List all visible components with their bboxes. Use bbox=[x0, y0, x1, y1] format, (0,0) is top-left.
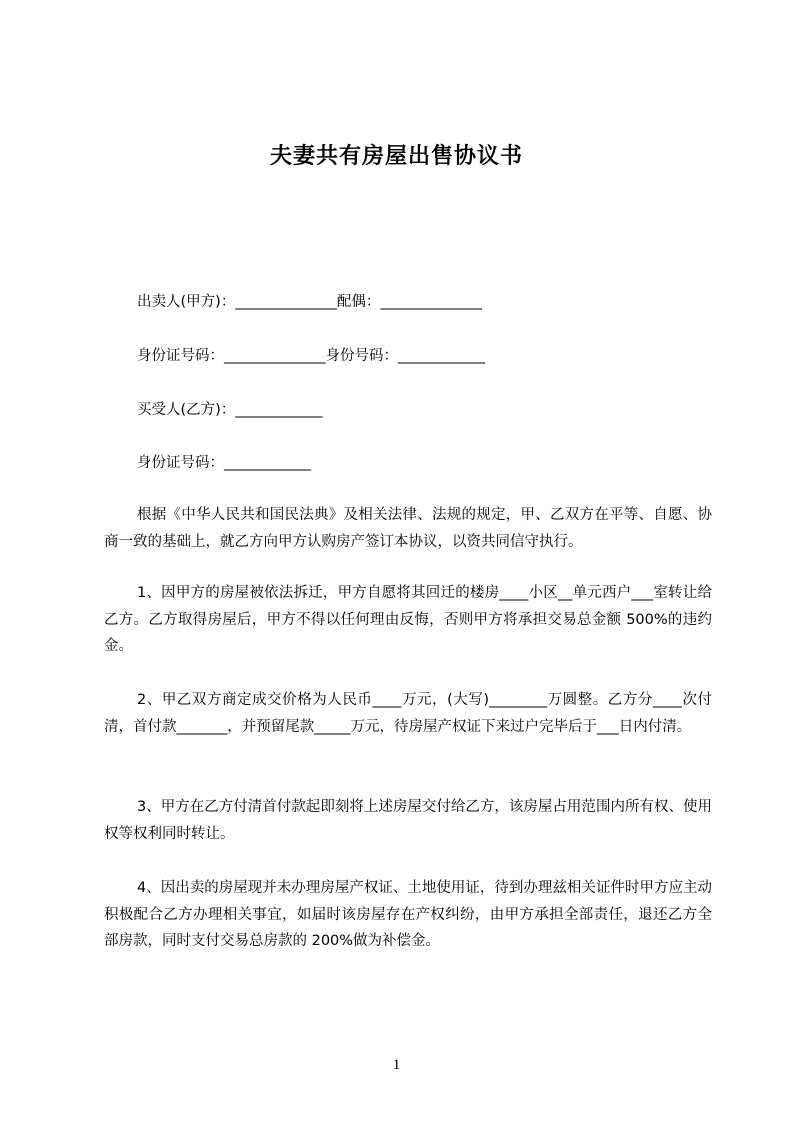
document-title: 夫妻共有房屋出售协议书 bbox=[269, 144, 523, 169]
clause-1-paragraph: 1、因甲方的房屋被依法拆迁，甲方自愿将其回迁的楼房____小区__单元西户___室转让给乙方。乙方取得房屋后，甲方不得以任何理由反悔，否则甲方将承担交易总金额 500%的违约金。 bbox=[104, 585, 712, 654]
intro-paragraph: 根据《中华人民共和国民法典》及相关法律、法规的规定，甲、乙双方在平等、自愿、协商一致的基础上，就乙方向甲方认购房产签订本协议，以资共同信守执行。 bbox=[104, 507, 712, 550]
buyer-field: 买受人(乙方)：____________ bbox=[137, 402, 323, 418]
clause-3-paragraph: 3、甲方在乙方付清首付款起即刻将上述房屋交付给乙方，该房屋占用范围内所有权、使用权等权利同时转让。 bbox=[104, 799, 712, 842]
clause-4-paragraph: 4、因出卖的房屋现并未办理房屋产权证、土地使用证，待到办理兹相关证件时甲方应主动积极配合乙方办理相关事宜，如届时该房屋存在产权纠纷，由甲方承担全部责任，退还乙方全部房款，同时支付交易总房款的 200%做为补偿金。 bbox=[104, 880, 712, 949]
seller-id-field: 身份证号码：______________身份号码：____________ bbox=[137, 348, 485, 364]
clause-2-paragraph: 2、甲乙双方商定成交价格为人民币____万元，(大写)________万圆整。乙方分____次付清，首付款_______，并预留尾款_____万元，待房屋产权证下来过户完毕后于___日内付清。 bbox=[104, 692, 712, 735]
seller-field: 出卖人(甲方)：______________配偶：______________ bbox=[137, 294, 482, 310]
page-number: 1 bbox=[392, 1057, 401, 1073]
buyer-id-field: 身份证号码：____________ bbox=[137, 455, 311, 471]
